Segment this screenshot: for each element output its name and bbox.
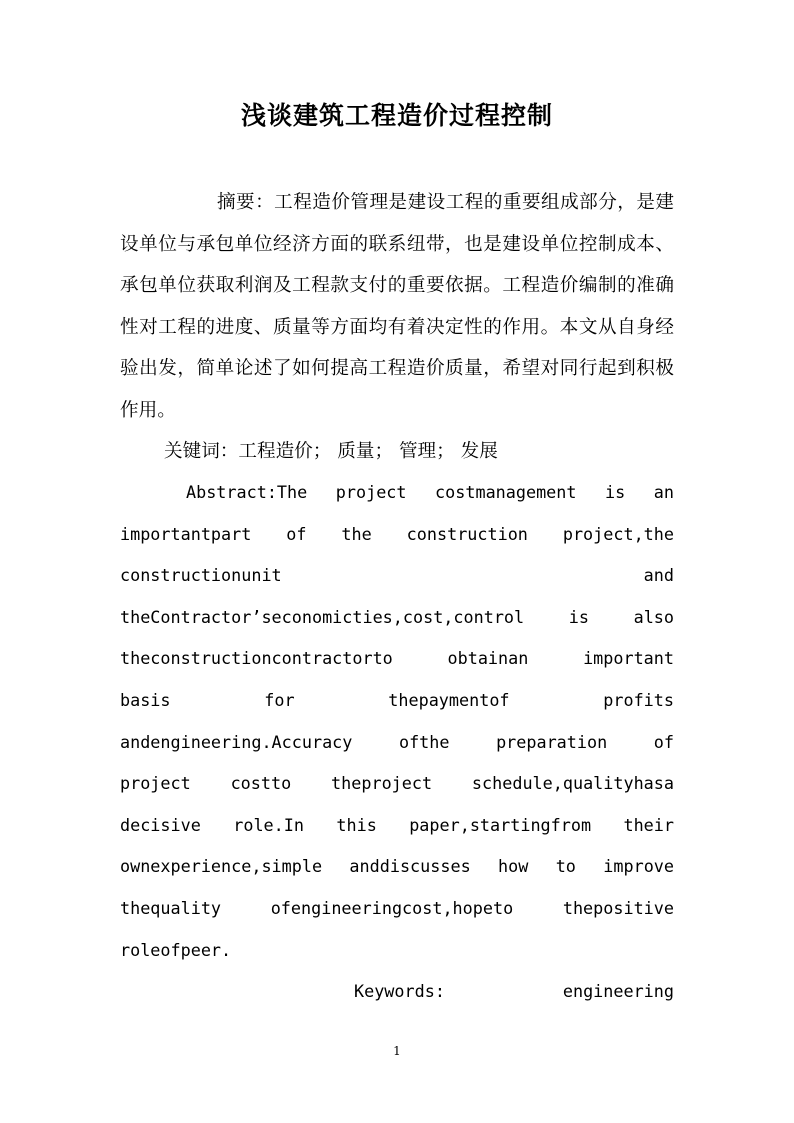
document-title: 浅谈建筑工程造价过程控制: [240, 101, 553, 130]
english-abstract-line: constructionunit and: [120, 565, 674, 586]
english-abstract-line: theconstructioncontractorto obtainan important: [120, 648, 674, 669]
english-abstract-line: andengineering.Accuracy ofthe preparation of: [120, 731, 674, 752]
english-abstract-line: project costto theproject schedule,qualityhasa: [120, 773, 674, 794]
english-abstract: [120, 472, 674, 971]
english-abstract-line: importantpart of the construction project,the: [120, 523, 674, 544]
page-number: 1: [393, 1044, 401, 1058]
chinese-abstract: 摘要：工程造价管理是建设工程的重要组成部分，是建设单位与承包单位经济方面的联系纽带，也是建设单位控制成本、承包单位获取利润及工程款支付的重要依据。工程造价编制的准确性对工程的进度、质量等方面均有着决定性的作用。本文从自身经验出发，简单论述了如何提高工程造价质量，希望对同行起到积极作用。: [120, 192, 674, 421]
english-abstract-line: thequality ofengineeringcost,hopeto thepositive: [120, 897, 674, 918]
english-abstract-line: ownexperience,simple anddiscusses how to improve: [120, 856, 674, 877]
english-abstract-line: Abstract:The project costmanagement is an: [186, 482, 674, 502]
chinese-keywords: 关键词：工程造价； 质量； 管理； 发展: [164, 441, 498, 462]
english-keywords: Keywords: engineering: [354, 981, 674, 1001]
english-abstract-line: theContractor’seconomicties,cost,control is also: [120, 606, 674, 627]
english-abstract-line: decisive role.In this paper,startingfrom their: [120, 814, 674, 835]
english-abstract-line: basis for thepaymentof profits: [120, 689, 674, 710]
english-abstract-line: roleofpeer.: [120, 939, 232, 960]
